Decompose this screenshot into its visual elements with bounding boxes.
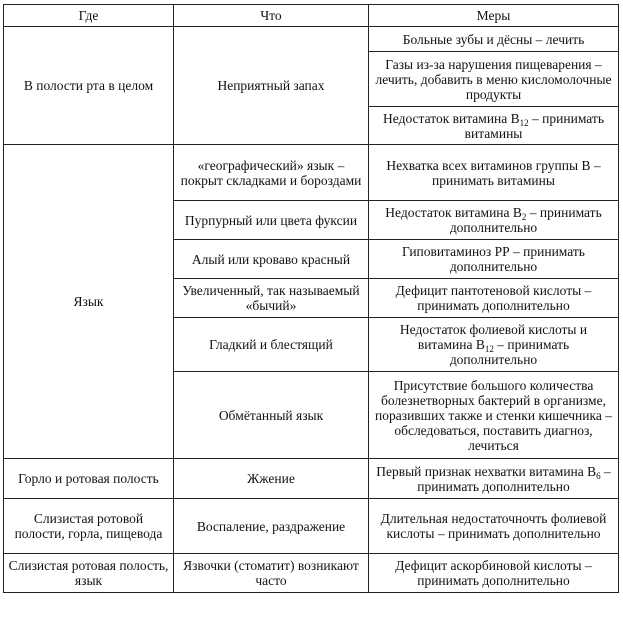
measure-cell: Нехватка всех витаминов группы В – принимать витамины xyxy=(369,145,619,201)
where-cell: Горло и ротовая полость xyxy=(4,459,174,499)
measure-cell: Присутствие большого количества болезнетворных бактерий в организме, поразивших также и стенки кишечника – обследоваться, поставить диагноз, лечиться xyxy=(369,372,619,459)
header-row xyxy=(4,5,619,27)
what-cell: Обмётанный язык xyxy=(174,372,369,459)
table-row xyxy=(4,554,619,593)
what-cell: Увеличенный, так называемый «бычий» xyxy=(174,279,369,318)
where-cell: Слизистая ротовая полость, язык xyxy=(4,554,174,593)
where-cell: В полости рта в целом xyxy=(4,27,174,145)
header-where: Где xyxy=(4,5,174,27)
measure-cell: Гиповитаминоз РР – принимать дополнительно xyxy=(369,240,619,279)
measure-cell: Недостаток витамина $B_2$ – принимать дополнительно xyxy=(369,201,619,240)
symptoms-table xyxy=(3,4,619,593)
measure-cell: Недостаток витамина $B_{12}$ – принимать витамины xyxy=(369,107,619,145)
what-cell: Алый или кроваво красный xyxy=(174,240,369,279)
where-cell: Слизистая ротовой полости, горла, пищевода xyxy=(4,499,174,554)
what-cell: Пурпурный или цвета фуксии xyxy=(174,201,369,240)
header-measures: Меры xyxy=(369,5,619,27)
what-cell: Жжение xyxy=(174,459,369,499)
table-row xyxy=(4,27,619,52)
what-cell: Гладкий и блестящий xyxy=(174,318,369,372)
where-cell: Язык xyxy=(4,145,174,459)
measure-cell: Первый признак нехватки витамина $B_6$ – принимать дополнительно xyxy=(369,459,619,499)
table-row xyxy=(4,459,619,499)
measure-cell: Недостаток фолиевой кислоты и витамина $B_{12}$ – принимать дополнительно xyxy=(369,318,619,372)
measure-cell: Газы из-за нарушения пищеварения – лечить, добавить в меню кисломолочные продукты xyxy=(369,52,619,107)
what-cell: Воспаление, раздражение xyxy=(174,499,369,554)
what-cell: Неприятный запах xyxy=(174,27,369,145)
what-cell: «географический» язык – покрыт складками и бороздами xyxy=(174,145,369,201)
what-cell: Язвочки (стоматит) возникают часто xyxy=(174,554,369,593)
table-row xyxy=(4,145,619,201)
table-row xyxy=(4,499,619,554)
header-what: Что xyxy=(174,5,369,27)
measure-cell: Дефицит аскорбиновой кислоты – принимать дополнительно xyxy=(369,554,619,593)
measure-cell: Дефицит пантотеновой кислоты – принимать дополнительно xyxy=(369,279,619,318)
measure-cell: Больные зубы и дёсны – лечить xyxy=(369,27,619,52)
measure-cell: Длительная недостаточночть фолиевой кислоты – принимать дополнительно xyxy=(369,499,619,554)
